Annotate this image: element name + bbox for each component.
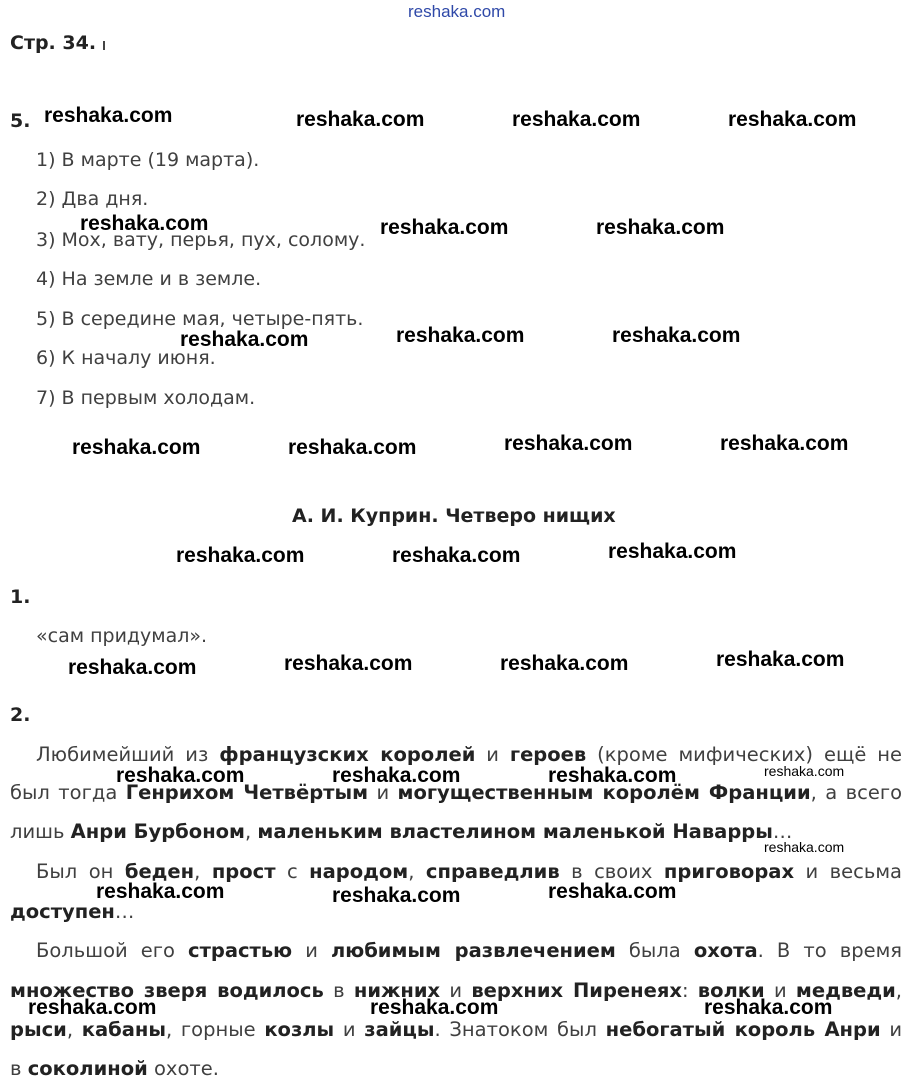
watermark: reshaka.com: [500, 652, 629, 675]
text-run: охоте.: [147, 1057, 219, 1080]
watermark: reshaka.com: [612, 324, 741, 347]
list-item: 4) На земле и в земле.: [36, 268, 262, 290]
bold-term: небогатый король Анри: [605, 1018, 881, 1041]
bold-term: кабаны: [81, 1018, 167, 1041]
text-run: Был он: [36, 860, 125, 883]
site-header-watermark: reshaka.com: [408, 2, 506, 21]
text-run: :: [681, 979, 698, 1002]
watermark: reshaka.com: [284, 652, 413, 675]
text-run: и: [764, 979, 796, 1002]
bold-term: рыси: [10, 1018, 67, 1041]
bold-term: Анри Бурбоном: [70, 820, 246, 843]
bold-term: Генрихом Четвёртым: [125, 781, 369, 804]
bold-term: приговорах: [663, 860, 795, 883]
question-number-1: 1.: [10, 586, 31, 608]
text-run: с: [275, 860, 310, 883]
answer-text: «сам придумал».: [36, 625, 208, 647]
watermark: reshaka.com: [68, 656, 197, 679]
section-number-5: 5.: [10, 110, 31, 132]
list-item: 5) В середине мая, четыре-пять.: [36, 308, 364, 330]
watermark: reshaka.com: [72, 436, 201, 459]
list-item: 7) В первым холодам.: [36, 387, 256, 409]
bold-term: беден: [124, 860, 195, 883]
text-run: ,: [66, 1018, 82, 1041]
text-run: в: [323, 979, 354, 1002]
text-run: …: [772, 820, 793, 843]
text-run: в: [10, 1057, 28, 1080]
text-run: ,: [408, 860, 426, 883]
watermark: reshaka.com: [704, 996, 833, 1019]
watermark: reshaka.com: [96, 880, 225, 903]
text-run: и: [334, 1018, 365, 1041]
watermark: reshaka.com: [392, 544, 521, 567]
list-item: 1) В марте (19 марта).: [36, 149, 260, 171]
watermark: reshaka.com: [764, 839, 845, 855]
question-number-2: 2.: [10, 704, 31, 726]
text-run: лишь: [10, 820, 71, 843]
bold-term: доступен: [10, 900, 115, 923]
watermark: reshaka.com: [332, 764, 461, 787]
text-run: . Знатоком был: [434, 1018, 606, 1041]
text-run: и: [880, 1018, 902, 1041]
list-item: 6) К началу июня.: [36, 347, 216, 369]
text-run: и: [440, 979, 472, 1002]
text-run: (кроме мифических) ещё не: [586, 743, 902, 766]
text-run: и весьма: [794, 860, 902, 883]
watermark: reshaka.com: [396, 324, 525, 347]
bold-term: могущественным королём Франции: [397, 781, 811, 804]
watermark: reshaka.com: [548, 764, 677, 787]
text-run: . В то время: [757, 939, 902, 962]
text-run: ,: [895, 979, 902, 1002]
watermark: reshaka.com: [296, 108, 425, 131]
watermark: reshaka.com: [716, 648, 845, 671]
bold-term: народом: [309, 860, 409, 883]
watermark: reshaka.com: [80, 212, 209, 235]
bold-term: страстью: [188, 939, 293, 962]
bold-term: соколиной: [27, 1057, 148, 1080]
watermark: reshaka.com: [548, 880, 677, 903]
watermark: reshaka.com: [504, 432, 633, 455]
list-item: 2) Два дня.: [36, 188, 149, 210]
watermark: reshaka.com: [288, 436, 417, 459]
bold-term: зайцы: [364, 1018, 435, 1041]
page-label: Стр. 34.: [10, 32, 97, 54]
text-run: , горные: [166, 1018, 265, 1041]
bold-term: справедлив: [425, 860, 560, 883]
text-run: Любимейший из: [36, 743, 220, 766]
bold-term: героев: [509, 743, 587, 766]
bold-term: любимым развлечением: [330, 939, 616, 962]
bold-term: множество зверя водилось: [10, 979, 324, 1002]
watermark: reshaka.com: [28, 996, 157, 1019]
text-run: Большой его: [36, 939, 189, 962]
bold-term: французских королей: [219, 743, 476, 766]
text-run: ,: [245, 820, 258, 843]
watermark: reshaka.com: [44, 104, 173, 127]
watermark: reshaka.com: [176, 544, 305, 567]
text-run: был тогда: [10, 781, 126, 804]
text-run: в своих: [559, 860, 664, 883]
text-run: была: [615, 939, 694, 962]
watermark: reshaka.com: [180, 328, 309, 351]
watermark: reshaka.com: [332, 884, 461, 907]
text-run: и: [292, 939, 331, 962]
watermark: reshaka.com: [116, 764, 245, 787]
bold-term: маленьким властелином маленькой Наварры: [257, 820, 773, 843]
text-run: и: [475, 743, 510, 766]
watermark: reshaka.com: [512, 108, 641, 131]
paragraph-line: [10, 1049, 902, 1089]
list-item: 3) Мох, вату, перья, пух, солому.: [36, 229, 366, 251]
text-run: и: [368, 781, 398, 804]
bold-term: козлы: [264, 1018, 335, 1041]
watermark: reshaka.com: [380, 216, 509, 239]
watermark: reshaka.com: [720, 432, 849, 455]
bold-term: охота: [693, 939, 758, 962]
stray-mark: [103, 41, 105, 50]
watermark: reshaka.com: [596, 216, 725, 239]
watermark: reshaka.com: [370, 996, 499, 1019]
bold-term: верхних Пиренеях: [471, 979, 682, 1002]
text-run: …: [114, 900, 135, 923]
text-run: , а всего: [810, 781, 902, 804]
paragraph-line: [36, 931, 902, 971]
watermark: reshaka.com: [728, 108, 857, 131]
watermark: reshaka.com: [608, 540, 737, 563]
bold-term: нижних: [353, 979, 441, 1002]
story-title: А. И. Куприн. Четверо нищих: [292, 505, 616, 527]
bold-term: волки: [697, 979, 765, 1002]
bold-term: медведи: [795, 979, 896, 1002]
watermark: reshaka.com: [764, 763, 845, 779]
text-run: ,: [194, 860, 212, 883]
bold-term: прост: [211, 860, 276, 883]
